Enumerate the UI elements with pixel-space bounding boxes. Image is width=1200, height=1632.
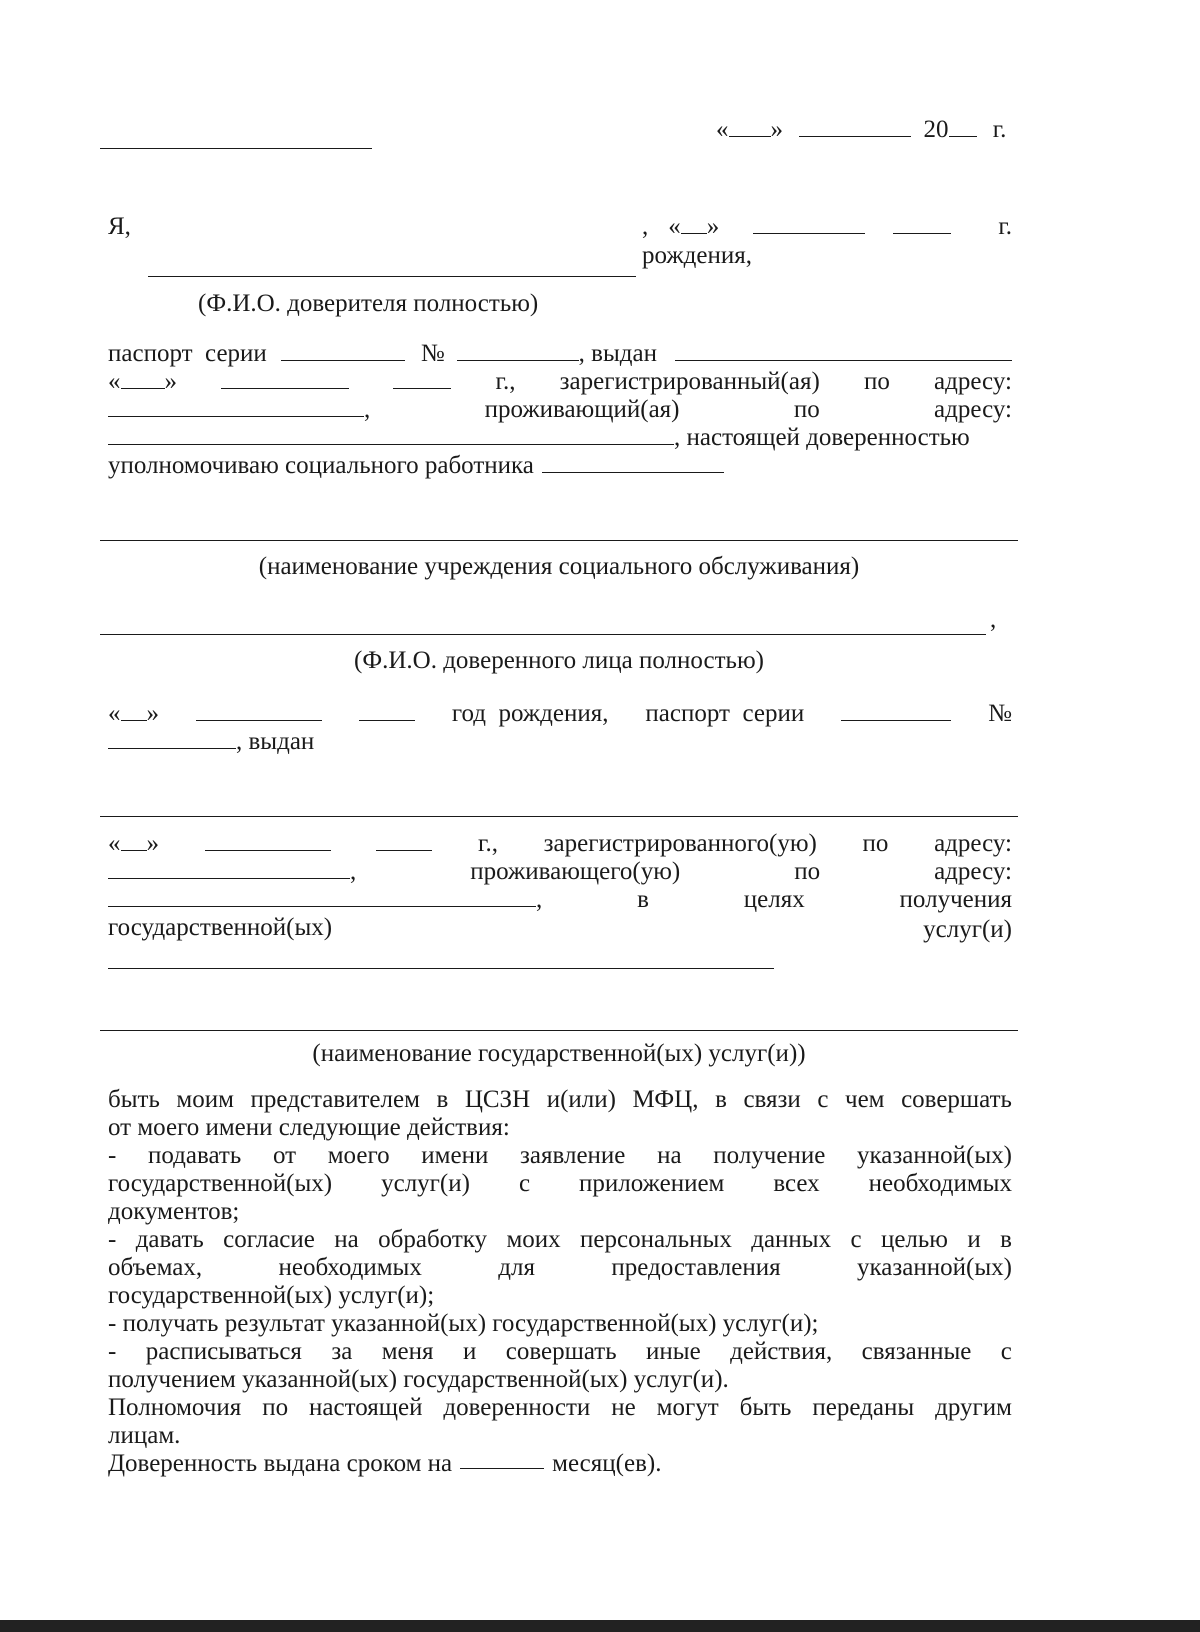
word: быть	[108, 1086, 160, 1113]
trustee-line-1: « » год рождения, паспорт серии №	[108, 700, 1012, 727]
word: подавать	[148, 1142, 242, 1169]
trustee-fio-caption: (Ф.И.О. доверенного лица полностью)	[354, 647, 764, 674]
word: совершать	[901, 1086, 1012, 1113]
word: иные	[646, 1338, 701, 1365]
trustee-birth-year-field[interactable]	[359, 702, 415, 721]
word: могут	[656, 1394, 719, 1421]
residence-address-field[interactable]	[108, 426, 674, 445]
text-line	[108, 1254, 1012, 1282]
term-months-field[interactable]	[460, 1450, 544, 1469]
trustee-issue-month-field[interactable]	[205, 832, 331, 851]
trustee-passport-number-field[interactable]	[108, 730, 236, 749]
trustee-passport-issued-by-field[interactable]	[100, 816, 1018, 817]
service-caption: (наименование государственной(ых) услуг(и))	[312, 1040, 806, 1067]
text-line: лицам.	[108, 1422, 181, 1449]
trustee-fio-field[interactable]	[100, 634, 986, 635]
trustee-issue-day-field[interactable]	[121, 832, 147, 851]
word: -	[108, 1142, 117, 1169]
word: связи	[743, 1086, 801, 1113]
word: чем	[845, 1086, 885, 1113]
word: действия,	[730, 1338, 833, 1365]
services-field-line-2[interactable]	[100, 1030, 1018, 1031]
trustee-line-2: , выдан	[108, 728, 1012, 756]
word: указанной(ых)	[857, 1142, 1012, 1169]
birth-month-field[interactable]	[753, 215, 865, 234]
word: с	[518, 1170, 531, 1197]
word: в	[715, 1086, 727, 1113]
principal-fio-field[interactable]	[148, 276, 636, 277]
passport-line-2: « » г., зарегистрированный(ая) по адресу:	[108, 368, 1012, 395]
passport-line-5: уполномочиваю социального работника	[108, 452, 1012, 480]
word: не	[611, 1394, 636, 1421]
term-line: Доверенность выдана сроком на месяц(ев).	[108, 1450, 662, 1477]
text-line	[108, 1142, 1012, 1170]
word: моим	[176, 1086, 234, 1113]
trustee-birth-day-field[interactable]	[121, 702, 147, 721]
word: с	[1000, 1338, 1012, 1365]
trustee-line-6: государственной(ых) услуг(и)	[108, 914, 1012, 943]
issue-year-field[interactable]	[393, 370, 451, 389]
text-line: документов;	[108, 1198, 240, 1225]
institution-field[interactable]	[100, 540, 1018, 541]
word: для	[498, 1254, 535, 1281]
word: и(или)	[546, 1086, 616, 1113]
word: доверенности	[443, 1394, 591, 1421]
word: быть	[739, 1394, 792, 1421]
word: совершать	[505, 1338, 617, 1365]
word: получение	[713, 1142, 826, 1169]
date-year-field[interactable]	[949, 118, 977, 137]
social-worker-field[interactable]	[542, 454, 724, 473]
word: по	[262, 1394, 289, 1421]
word: необходимых	[868, 1170, 1012, 1197]
trustee-passport-series-field[interactable]	[841, 702, 951, 721]
date-day-field[interactable]	[729, 118, 771, 137]
scan-edge-bar	[0, 1620, 1200, 1632]
text-line: государственной(ых) услуг(и);	[108, 1282, 435, 1309]
word: связанные	[861, 1338, 972, 1365]
registration-address-field[interactable]	[108, 398, 364, 417]
text-line	[108, 1086, 1012, 1114]
text-line: - получать результат указанной(ых) государственной(ых) услуг(и);	[108, 1310, 819, 1337]
date-line: « » 20 г.	[716, 116, 1007, 143]
word: указанной(ых)	[857, 1254, 1012, 1281]
word: на	[334, 1226, 359, 1253]
word: согласие	[223, 1226, 315, 1253]
word: в	[1000, 1226, 1012, 1253]
word: с	[817, 1086, 829, 1113]
word: услуг(и)	[381, 1170, 470, 1197]
passport-number-field[interactable]	[457, 342, 579, 361]
word: расписываться	[145, 1338, 302, 1365]
word: Полномочия	[108, 1394, 242, 1421]
word: целью	[880, 1226, 948, 1253]
birth-year-field[interactable]	[893, 215, 951, 234]
word: на	[657, 1142, 682, 1169]
word: имени	[421, 1142, 489, 1169]
word: заявление	[520, 1142, 626, 1169]
word: -	[108, 1338, 117, 1365]
trustee-line-3: « » г., зарегистрированного(ую) по адресу:	[108, 830, 1012, 857]
word: в	[436, 1086, 449, 1113]
word: от	[272, 1142, 297, 1169]
text-line	[108, 1170, 1012, 1198]
principal-fio-caption: (Ф.И.О. доверителя полностью)	[198, 290, 539, 317]
word: за	[331, 1338, 353, 1365]
word: ЦСЗН	[464, 1086, 531, 1113]
word: необходимых	[278, 1254, 422, 1281]
birth-label: рождения,	[642, 242, 752, 269]
trustee-registration-address-field[interactable]	[108, 860, 350, 879]
word: другим	[935, 1394, 1012, 1421]
word: с	[850, 1226, 862, 1253]
word: персональных	[580, 1226, 732, 1253]
word: предоставления	[611, 1254, 781, 1281]
word: -	[108, 1226, 117, 1253]
word: переданы	[812, 1394, 915, 1421]
ya-label: Я,	[108, 213, 131, 240]
institution-caption: (наименование учреждения социального обслуживания)	[258, 553, 860, 580]
trustee-line-4: , проживающего(ую) по адресу:	[108, 858, 1012, 886]
word: настоящей	[309, 1394, 423, 1421]
word: и	[967, 1226, 981, 1253]
trustee-comma: ,	[990, 606, 997, 633]
text-line: от моего имени следующие действия:	[108, 1114, 510, 1141]
text-line: получением указанной(ых) государственной(ых) услуг(и).	[108, 1366, 729, 1393]
place-line[interactable]	[100, 148, 372, 149]
birth-day-field[interactable]	[681, 215, 707, 234]
issue-month-field[interactable]	[221, 370, 349, 389]
authority-text	[108, 1086, 1012, 1478]
word: всех	[773, 1170, 820, 1197]
passport-line-4: , настоящей доверенностью	[108, 424, 1012, 452]
word: давать	[135, 1226, 204, 1253]
word: государственной(ых)	[108, 1170, 333, 1197]
word: и	[462, 1338, 477, 1365]
trustee-residence-address-field[interactable]	[108, 888, 536, 907]
word: представителем	[250, 1086, 420, 1113]
word: МФЦ,	[632, 1086, 699, 1113]
word: моих	[506, 1226, 561, 1253]
trustee-issue-year-field[interactable]	[376, 832, 432, 851]
date-month-field[interactable]	[799, 118, 911, 137]
text-line	[108, 1226, 1012, 1254]
word: объемах,	[108, 1254, 203, 1281]
passport-line-3: , проживающий(ая) по адресу:	[108, 396, 1012, 424]
principal-birthdate: , « » г.	[642, 213, 1012, 240]
services-field-line-1[interactable]	[108, 968, 774, 969]
issue-day-field[interactable]	[121, 370, 165, 389]
passport-series-field[interactable]	[281, 342, 405, 361]
passport-issued-by-field[interactable]	[675, 342, 1012, 361]
text-line	[108, 1338, 1012, 1366]
word: данных	[751, 1226, 832, 1253]
word: моего	[327, 1142, 390, 1169]
trustee-line-5: , в целях получения	[108, 886, 1012, 914]
word: меня	[381, 1338, 434, 1365]
word: обработку	[378, 1226, 488, 1253]
trustee-birth-month-field[interactable]	[196, 702, 322, 721]
text-line	[108, 1394, 1012, 1422]
passport-line-1: паспорт серии № , выдан	[108, 340, 1012, 368]
word: приложением	[579, 1170, 725, 1197]
